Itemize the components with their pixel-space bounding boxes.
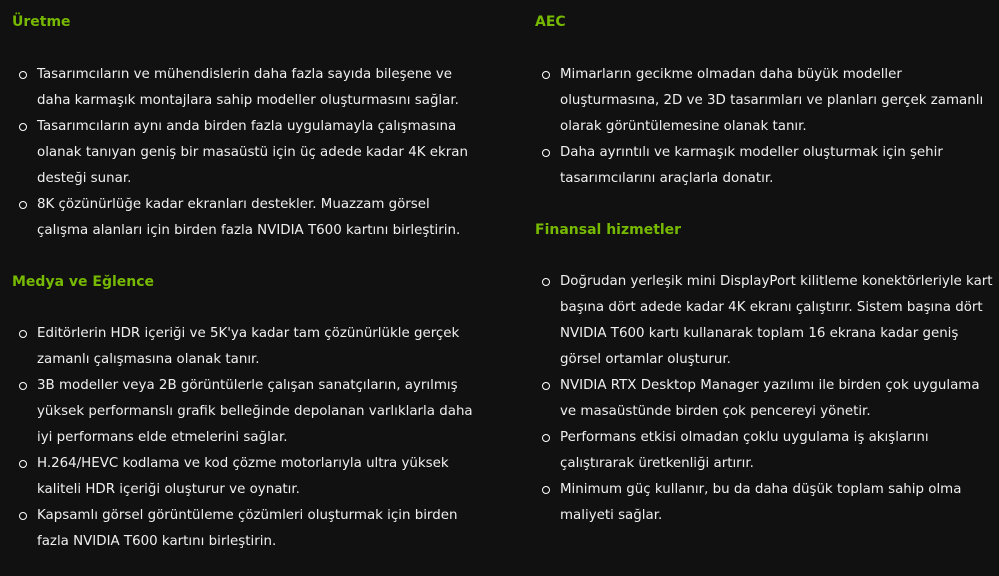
section-heading-aec: AEC: [535, 14, 566, 30]
list-item: Editörlerin HDR içeriği ve 5K'ya kadar tam çözünürlükle gerçek zamanlı çalışmasına olanak tanır.: [12, 321, 482, 373]
bullet-icon: [542, 278, 550, 286]
bullet-icon: [19, 460, 27, 468]
list-item: NVIDIA RTX Desktop Manager yazılımı ile birden çok uygulama ve masaüstünde birden çok pencereyi yönetir.: [535, 373, 995, 425]
list-item: Tasarımcıların ve mühendislerin daha fazla sayıda bileşene ve daha karmaşık montajlara sahip modeller oluşturmasını sağlar.: [12, 62, 482, 114]
bullet-icon: [19, 330, 27, 338]
list-item: 8K çözünürlüğe kadar ekranları destekler. Muazzam görsel çalışma alanları için birden fazla NVIDIA T600 kartını birleştirin.: [12, 192, 482, 244]
aec-list: [535, 62, 995, 192]
section-heading-medya-ve-eglence: Medya ve Eğlence: [12, 274, 155, 290]
bullet-icon: [19, 123, 27, 131]
bullet-icon: [19, 201, 27, 209]
bullet-icon: [542, 71, 550, 79]
bullet-icon: [19, 71, 27, 79]
list-item: 3B modeller veya 2B görüntülerle çalışan sanatçıların, ayrılmış yüksek performanslı grafik belleğinde depolanan varlıklarla daha iyi performans elde etmelerini sağlar.: [12, 373, 482, 451]
list-item: Doğrudan yerleşik mini DisplayPort kilitleme konektörleriyle kart başına dört adede kadar 4K ekranı çalıştırır. Sistem başına dört NVIDIA T600 kartı kullanarak toplam 16 ekrana kadar geniş görsel ortamlar oluşturur.: [535, 269, 995, 373]
list-item: Mimarların gecikme olmadan daha büyük modeller oluşturmasına, 2D ve 3D tasarımları ve planları gerçek zamanlı olarak görüntülemesine olanak tanır.: [535, 62, 995, 140]
list-item: Minimum güç kullanır, bu da daha düşük toplam sahip olma maliyeti sağlar.: [535, 477, 995, 529]
list-item: Daha ayrıntılı ve karmaşık modeller oluşturmak için şehir tasarımcılarını araçlarla donatır.: [535, 140, 995, 192]
list-item: Tasarımcıların aynı anda birden fazla uygulamayla çalışmasına olanak tanıyan geniş bir masaüstü için üç adede kadar 4K ekran desteği sunar.: [12, 114, 482, 192]
bullet-icon: [19, 382, 27, 390]
bullet-icon: [542, 149, 550, 157]
bullet-icon: [542, 486, 550, 494]
uretme-list: [12, 62, 482, 244]
finansal-list: [535, 269, 995, 529]
list-item: Performans etkisi olmadan çoklu uygulama iş akışlarını çalıştırarak üretkenliği artırır.: [535, 425, 995, 477]
medya-list: [12, 321, 482, 555]
bullet-icon: [542, 434, 550, 442]
list-item: H.264/HEVC kodlama ve kod çözme motorlarıyla ultra yüksek kaliteli HDR içeriği oluşturur ve oynatır.: [12, 451, 482, 503]
bullet-icon: [542, 382, 550, 390]
list-item: Kapsamlı görsel görüntüleme çözümleri oluşturmak için birden fazla NVIDIA T600 kartını birleştirin.: [12, 503, 482, 555]
section-heading-uretme: Üretme: [12, 14, 71, 30]
section-heading-finansal-hizmetler: Finansal hizmetler: [535, 222, 682, 238]
bullet-icon: [19, 512, 27, 520]
